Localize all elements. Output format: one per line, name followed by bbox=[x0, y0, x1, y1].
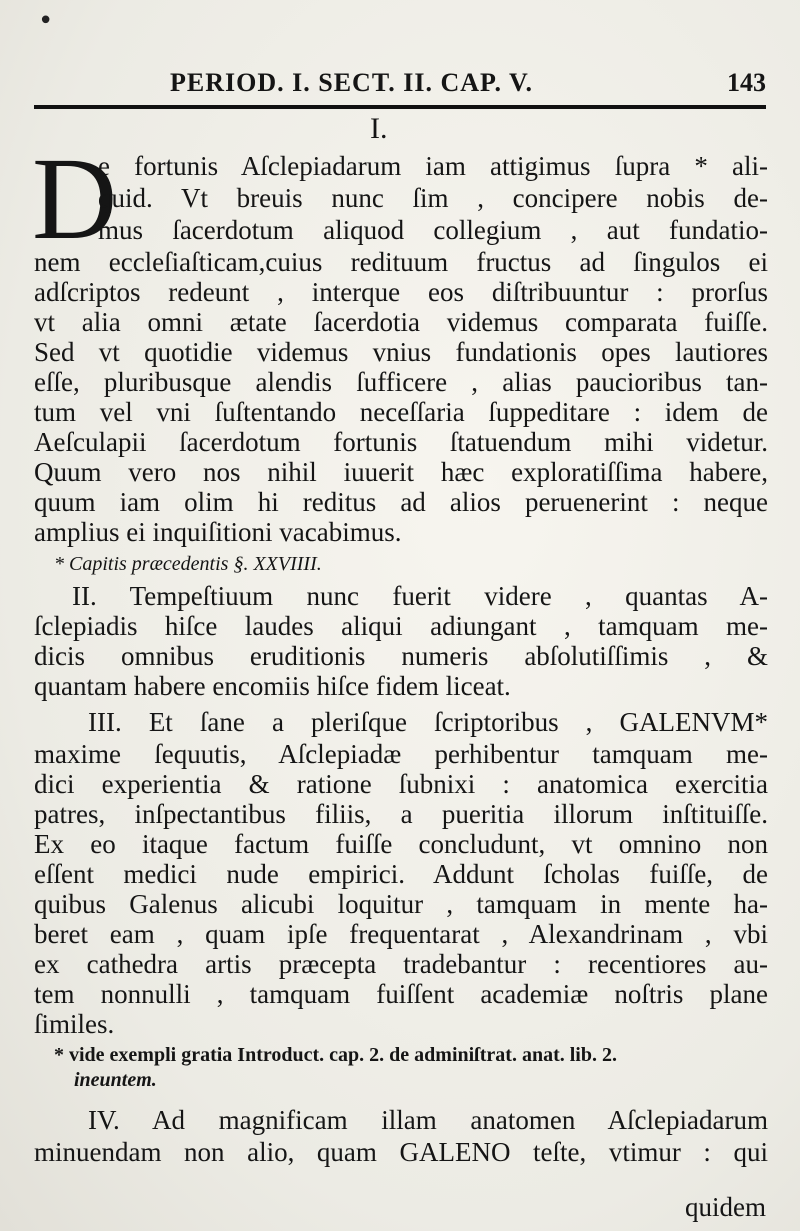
text-line: e fortunis Aſclepiadarum iam attigimus ſupra * ali- bbox=[98, 151, 768, 181]
page-number: 143 bbox=[727, 68, 766, 97]
catchword: quidem bbox=[685, 1192, 766, 1222]
text-line: Aeſculapii ſacerdotum fortunis ſtatuendum mihi videtur. bbox=[34, 427, 768, 457]
text-line: tum vel vni ſuſtentando neceſſaria ſuppeditare : idem de bbox=[34, 397, 768, 427]
text-line: eſſe, pluribusque alendis ſufficere , alias paucioribus tan- bbox=[34, 367, 768, 397]
text-line: minuendam non alio, quam GALENO teſte, vtimur : qui bbox=[34, 1137, 768, 1167]
text-line: amplius ei inquiſitioni vacabimus. bbox=[34, 517, 402, 547]
text-line: ſclepiadis hiſce laudes aliqui adiungant , tamquam me- bbox=[34, 611, 768, 641]
drop-capital: D bbox=[32, 133, 118, 264]
text-line: Quum vero nos nihil iuuerit hæc exploratiſſima habere, bbox=[34, 457, 768, 487]
text-line: dicis omnibus eruditionis numeris abſolutiſſimis , & bbox=[34, 641, 768, 671]
text-line: quum iam olim hi reditus ad alios peruenerint : neque bbox=[34, 487, 768, 517]
text-line: maxime ſequutis, Aſclepiadæ perhibentur tamquam me- bbox=[34, 739, 768, 769]
text-line: eſſent medici nude empirici. Addunt ſcholas fuiſſe, de bbox=[34, 859, 768, 889]
text-line: nem eccleſiaſticam,cuius redituum fructus ad ſingulos ei bbox=[34, 247, 768, 277]
running-header bbox=[170, 68, 770, 102]
text-line: dici experientia & ratione ſubnixi : anatomica exercitia bbox=[34, 769, 768, 799]
text-line: mus ſacerdotum aliquod collegium , aut fundatio- bbox=[98, 215, 768, 245]
text-line: IV. Ad magnificam illam anatomen Aſclepiadarum bbox=[88, 1105, 768, 1135]
text-line: adſcriptos redeunt , interque eos diſtribuuntur : prorſus bbox=[34, 277, 768, 307]
footnote: * Capitis præcedentis §. XXVIIII. bbox=[54, 553, 322, 575]
text-line: quantam habere encomiis hiſce fidem liceat. bbox=[34, 671, 511, 701]
text-line: beret eam , quam ipſe frequentarat , Alexandrinam , vbi bbox=[34, 919, 768, 949]
text-line: patres, inſpectantibus filiis, a pueritia illorum inſtituiſſe. bbox=[34, 799, 768, 829]
text-line: quibus Galenus alicubi loquitur , tamquam in mente ha- bbox=[34, 889, 768, 919]
section-number: I. bbox=[370, 112, 388, 145]
text-line: ſimiles. bbox=[34, 1009, 115, 1039]
page-mark: • bbox=[38, 6, 54, 36]
header-rule bbox=[34, 105, 766, 109]
text-line: vt alia omni ætate ſacerdotia videmus comparata fuiſſe. bbox=[34, 307, 768, 337]
text-line: Ex eo itaque factum fuiſſe concludunt, vt omnino non bbox=[34, 829, 768, 859]
text-line: III. Et ſane a pleriſque ſcriptoribus , GALENVM* bbox=[88, 707, 768, 737]
text-line: ex cathedra artis præcepta tradebantur : recentiores au- bbox=[34, 949, 768, 979]
text-line: II. Tempeſtiuum nunc fuerit videre , quantas A- bbox=[72, 581, 768, 611]
footnote-continuation: ineuntem. bbox=[74, 1069, 157, 1091]
footnote: * vide exempli gratia Introduct. cap. 2. de adminiſtrat. anat. lib. 2. bbox=[54, 1044, 617, 1066]
text-line: tem nonnulli , tamquam fuiſſent academiæ noſtris plane bbox=[34, 979, 768, 1009]
running-title: PERIOD. I. SECT. II. CAP. V. bbox=[170, 68, 533, 97]
text-line: Sed vt quotidie videmus vnius fundationis opes lautiores bbox=[34, 337, 768, 367]
text-line: quid. Vt breuis nunc ſim , concipere nobis de- bbox=[98, 183, 768, 213]
